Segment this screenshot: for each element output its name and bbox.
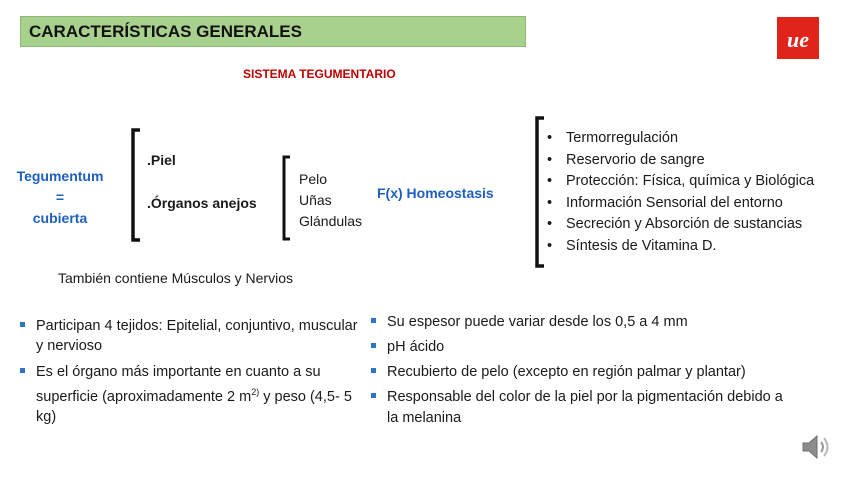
function-label: F(x) Homeostasis	[377, 185, 494, 201]
definition-term: Tegumentum	[16, 168, 104, 184]
bracket-anejos	[279, 155, 293, 241]
function-item: • Termorregulación	[543, 128, 814, 150]
anejo-pelo: Pelo	[299, 171, 328, 187]
function-item: • Información Sensorial del entorno	[543, 193, 814, 215]
bullet-item	[18, 362, 363, 427]
function-item: • Síntesis de Vitamina D.	[543, 236, 814, 258]
tegumentum-definition	[6, 166, 114, 229]
bullet-item: Participan 4 tejidos: Epitelial, conjuntivo, muscular y nervioso	[18, 316, 363, 356]
component-organos-anejos: .Órganos anejos	[147, 195, 257, 211]
svg-text:ue: ue	[787, 27, 809, 52]
bullet-item: pH ácido	[369, 337, 794, 358]
anejo-glandulas: Glándulas	[299, 213, 363, 229]
anejo-unas: Uñas	[299, 192, 332, 208]
ue-logo-icon	[777, 17, 819, 59]
title-bar	[20, 16, 526, 47]
definition-meaning: cubierta	[32, 210, 88, 226]
bullet-item: Responsable del color de la piel por la pigmentación debido a la melanina	[369, 387, 787, 429]
function-item: • Protección: Física, química y Biológica	[543, 171, 814, 193]
function-item: • Reservorio de sangre	[543, 150, 814, 172]
superscript: 2)	[251, 387, 260, 397]
bullet-text: y peso (4,5- 5 kg)	[36, 388, 352, 425]
right-bullet-list	[369, 312, 794, 429]
component-piel: .Piel	[147, 152, 176, 168]
bullet-item: Su espesor puede variar desde los 0,5 a 4 mm	[369, 312, 794, 333]
left-bullet-list	[18, 316, 363, 427]
definition-equals: =	[55, 189, 65, 205]
functions-list	[543, 128, 814, 257]
section-subtitle: SISTEMA TEGUMENTARIO	[243, 67, 396, 81]
bullet-item: Recubierto de pelo (excepto en región palmar y plantar)	[369, 362, 794, 383]
bracket-components	[127, 128, 143, 242]
function-item: • Secreción y Absorción de sustancias	[543, 214, 814, 236]
page-title: CARACTERÍSTICAS GENERALES	[29, 22, 302, 41]
bullet-text: Es el órgano más importante en cuanto a su superficie (aproximadamente 2 m	[36, 364, 321, 405]
note-muscles-nerves: También contiene Músculos y Nervios	[58, 270, 293, 286]
speaker-icon[interactable]	[800, 432, 834, 462]
